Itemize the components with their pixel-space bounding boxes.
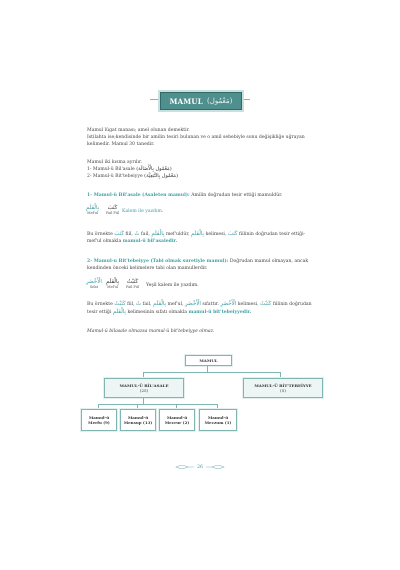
intro-line-2: Istilahta ise;kendisinde bir amilin tesiri bulunan ve o amil sebebiyle sonu değişikliğe uğrayan (87, 135, 305, 140)
parts-item-2-label: 2- Mamul-ü Bit'tebeiyye (87, 174, 143, 179)
diagram-leaf: Mamul-ü Mecrur (2) (159, 409, 195, 431)
section2-word-sifat: الْأَخْضَرِ Sıfat (86, 279, 102, 289)
diagram-connector (98, 404, 217, 405)
section2-word-fiil: كَتَبْتُ Fail Fiil (126, 279, 139, 289)
diagram-node-bittebeiyye: MAMUL-Ü BİT'TEBEİYYE (5) (243, 378, 323, 398)
parts-item-1-arabic: (مَعْمُول بِالْأَصَالَة) (136, 166, 172, 172)
parts-item-1-label: 1- Mamul-ü Bil'asale (87, 167, 135, 172)
diagram-node-bilasale: MAMUL-Ü BİL'ASALE (25) (104, 378, 184, 398)
parts-heading: Mamul iki kısma ayrılır. (87, 160, 143, 165)
section1-desc: Amilin doğrudan tesir ettiği mamuldür. (191, 193, 283, 198)
section1-heading-line (87, 192, 282, 199)
section2-desc-line-2: kendinden önceki kelimelere tabi olan mamullerdir. (87, 266, 208, 271)
intro-line-3: kelimedir. Mamul 30 tanedir. (87, 142, 155, 147)
section2-desc: Doğrudan mamul olmayan, ancak (229, 259, 309, 264)
section1-explain-line-2: mef'ul olmakla mamul-ü bil'asaledir. (87, 239, 178, 244)
diagram-leaf: Mamul-ü Merfu (9) (81, 409, 117, 431)
diagram-root: MAMUL (185, 355, 232, 366)
section1-word-mefool: بِالْقَلَمِ Mef'ul (86, 205, 100, 215)
title-arabic: (مَعْمُول) (207, 97, 233, 105)
section2-word-mefool: بِالْقَلَمِ Mef'ul (106, 279, 120, 289)
section1-heading: 1- Mamul-ü Bil'asale (Asaleten mamul): (87, 193, 190, 198)
section1-explain-line-1: Bu örnekte كَتَبَ fiil, تُ fail, بِالْقَلَمِ mef'uldür, بِالْقَلَمِ kelimesi, كَتَبَ fiilinin doğrudan tesir ettiği- (87, 231, 306, 237)
diagram-leaf: Mamul-ü Meczum (1) (199, 409, 237, 431)
section1-translation: Kalem ile yazdım. (122, 209, 164, 214)
section1-word-fiil: كَتَبَ Fail Fiil (106, 205, 119, 215)
section2-heading-line (87, 258, 308, 265)
diagram-connector (143, 372, 280, 373)
diagram-leaf: Mamul-ü Mensup (13) (120, 409, 156, 431)
page-number: 26 (197, 465, 203, 470)
title-banner (160, 92, 242, 110)
parts-item-2 (87, 173, 178, 180)
section2-explain-line-1: Bu örnekte كَتَبْتُ fiil, تُ fail, بِالْقَلَمِ mef'ul, الْأَخْضَرِ sıfattır. الْأَخْضَرِ kelimesi, كَتَبْتُ fiilinin doğrudan (87, 301, 312, 307)
section2-translation: Yeşil kalem ile yazdım. (146, 283, 199, 288)
title-latin: MAMUL (169, 96, 204, 106)
parts-item-1 (87, 166, 172, 173)
note: Mamul-ü bilasale olmazsa mamul-ü bit'tebeiyye olmaz. (87, 329, 215, 334)
intro-line-1: Mamul lügat manası; amel olunan demektir. (87, 128, 190, 133)
section2-heading: 2- Mamul-u Bit'tebeiyye (Tabi olmak suretiyle mamul): (87, 259, 229, 264)
section2-explain-line-2: tesir ettiği بِالْقَلَمِ kelimesinin sıfatı olmakla mamul-ü bit'tebeiyyedir. (87, 309, 252, 315)
parts-item-2-arabic: (مَعْمُول بِالتَّبَعِيَّة) (144, 173, 178, 179)
